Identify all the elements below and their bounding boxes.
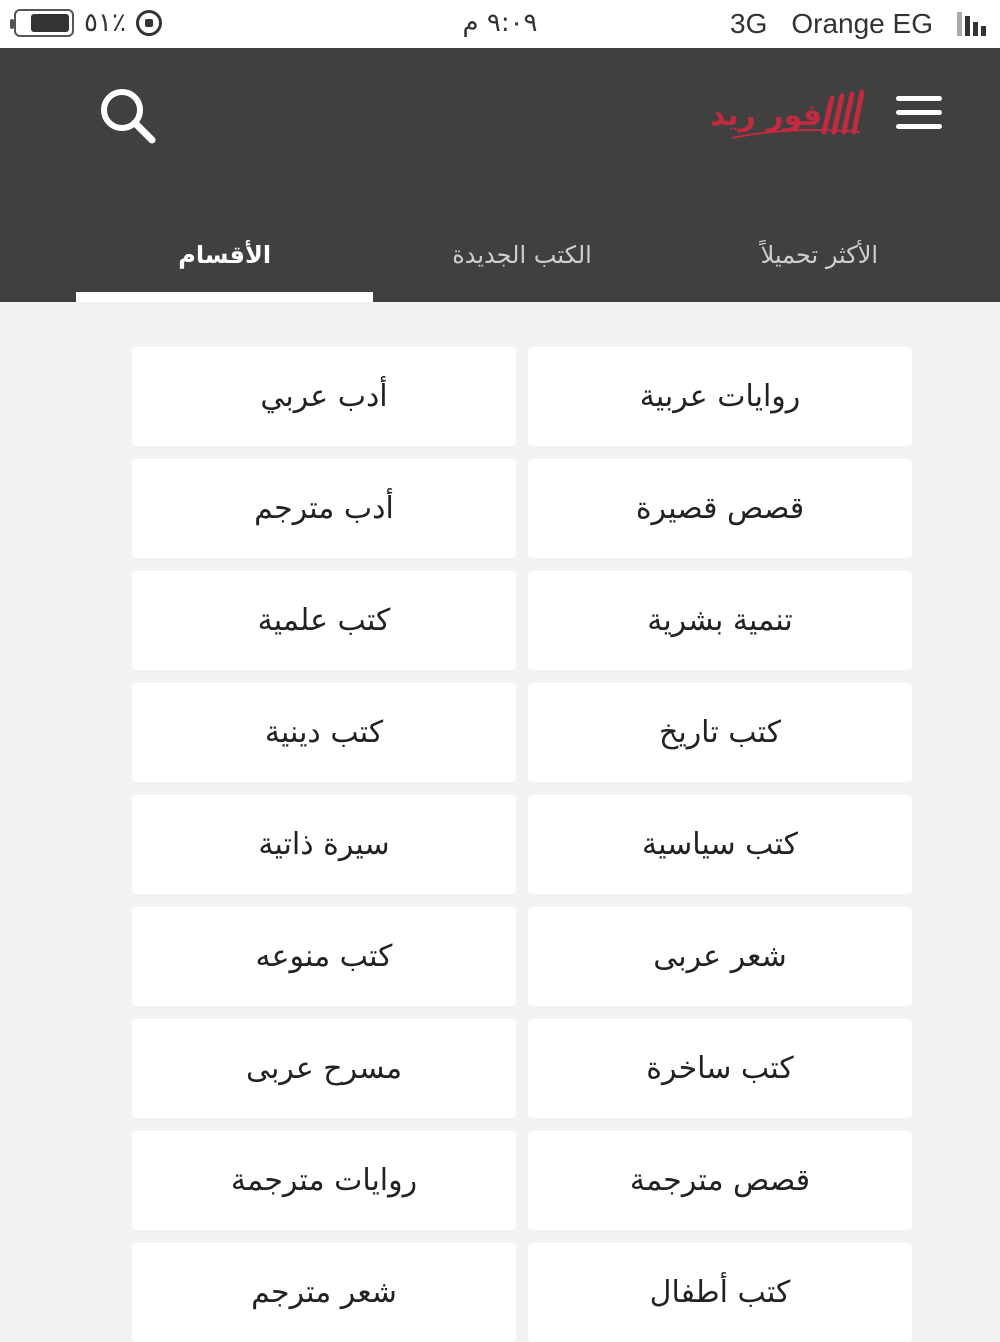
category-item[interactable]: تنمية بشرية — [528, 571, 912, 670]
tab-label: الكتب الجديدة — [452, 241, 592, 269]
tab-categories[interactable] — [76, 218, 373, 302]
battery-percent: ٥١٪ — [84, 8, 126, 38]
category-item[interactable]: كتب تاريخ — [528, 683, 912, 782]
category-item[interactable]: كتب ساخرة — [528, 1019, 912, 1118]
category-item[interactable]: مسرح عربى — [132, 1019, 516, 1118]
category-item[interactable]: قصص مترجمة — [528, 1131, 912, 1230]
signal-icon — [957, 12, 986, 36]
category-item[interactable]: سيرة ذاتية — [132, 795, 516, 894]
tab-new-books[interactable] — [373, 218, 670, 302]
category-item[interactable]: روايات مترجمة — [132, 1131, 516, 1230]
category-grid — [132, 347, 912, 1342]
status-time: ٩:٠٩ م — [462, 8, 538, 38]
network-type: 3G — [730, 8, 768, 39]
tab-label: الأكثر تحميلاً — [760, 241, 879, 269]
category-item[interactable]: كتب سياسية — [528, 795, 912, 894]
category-item[interactable]: كتب منوعه — [132, 907, 516, 1006]
tab-label: الأقسام — [178, 241, 272, 269]
category-item[interactable]: روايات عربية — [528, 347, 912, 446]
tab-bar — [76, 218, 968, 302]
tab-most-downloaded[interactable] — [671, 218, 968, 302]
category-item[interactable]: أدب عربي — [132, 347, 516, 446]
carrier-name: Orange EG — [791, 8, 933, 39]
menu-icon — [896, 96, 942, 129]
app-header — [0, 48, 1000, 302]
category-item[interactable]: كتب أطفال — [528, 1243, 912, 1342]
category-item[interactable]: شعر عربى — [528, 907, 912, 1006]
search-button[interactable] — [98, 86, 156, 144]
menu-button[interactable] — [896, 96, 942, 132]
category-item[interactable]: شعر مترجم — [132, 1243, 516, 1342]
category-item[interactable]: أدب مترجم — [132, 459, 516, 558]
category-item[interactable]: كتب دينية — [132, 683, 516, 782]
logo-text: فور ريد — [709, 98, 822, 133]
category-item[interactable]: كتب علمية — [132, 571, 516, 670]
status-bar — [0, 0, 1000, 48]
status-right — [730, 8, 986, 40]
category-item[interactable]: قصص قصيرة — [528, 459, 912, 558]
app-logo[interactable] — [709, 86, 868, 146]
search-icon — [98, 86, 156, 144]
